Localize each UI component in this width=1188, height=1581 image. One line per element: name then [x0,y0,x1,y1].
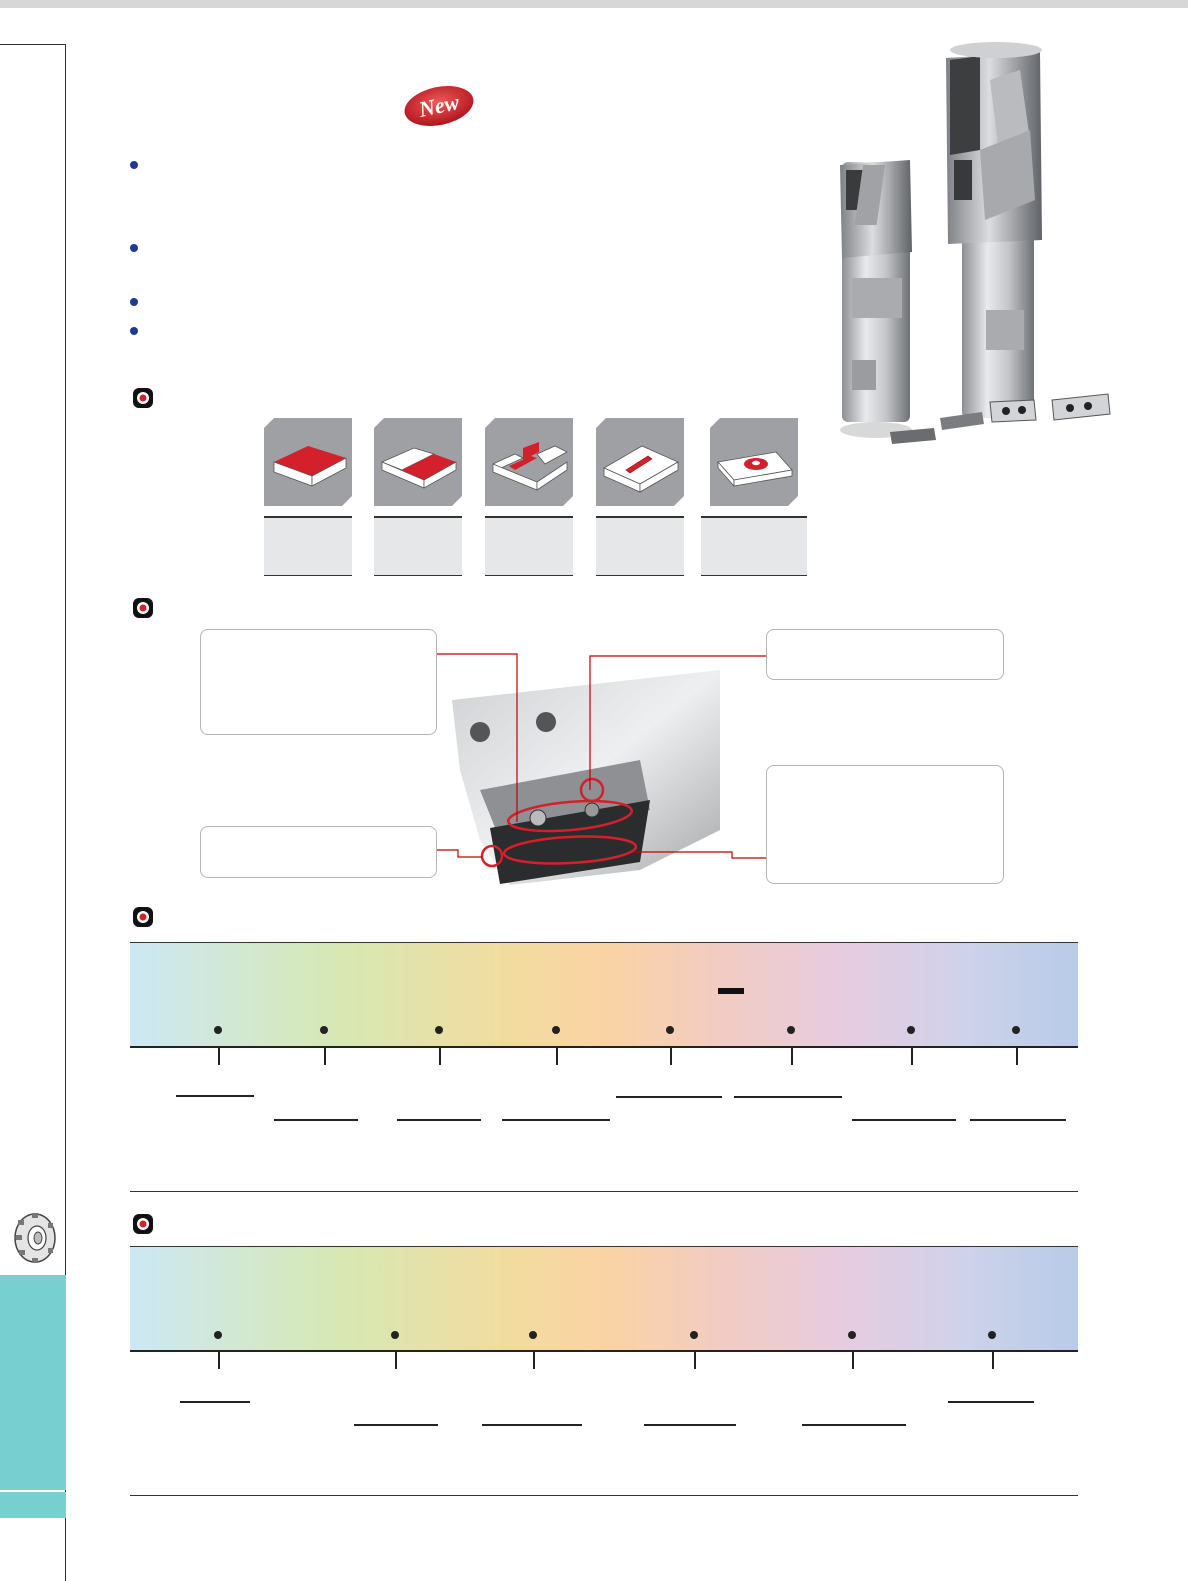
feature-callout-top-left [200,629,437,735]
application-ramp-pocket-icon [710,418,798,506]
end-mill-product-photo [830,30,1130,470]
grade-marker [214,1026,222,1034]
grade-label-underline [176,1095,254,1097]
range-dash-mark [718,988,744,994]
chipbreaker-marker [690,1331,698,1339]
feature-callout-bottom-left [200,826,437,878]
grade-label-underline [734,1096,842,1098]
side-tab-frame [0,44,66,1204]
grade-stem [1016,1048,1018,1065]
svg-text:New: New [416,89,462,122]
insert-label-cell [596,518,684,576]
new-badge-icon [402,84,476,128]
insert-label-cell [374,518,462,576]
grade-marker [1012,1026,1020,1034]
chipbreaker-stem [218,1352,220,1369]
grade-label-underline [502,1119,610,1121]
grade-label-underline [397,1119,481,1121]
grade-stem [670,1048,672,1065]
grade-stem [218,1048,220,1065]
chipbreaker-stem [694,1352,696,1369]
red-target-icon [132,1213,154,1235]
chipbreaker-marker [988,1331,996,1339]
chipbreaker-marker [214,1331,222,1339]
grade-marker [435,1026,443,1034]
grade-stem [911,1048,913,1065]
milling-cutter-thumbnail-icon [10,1208,60,1268]
red-target-icon [132,597,154,619]
insert-label-cell [264,518,352,576]
chipbreaker-marker [529,1331,537,1339]
chipbreaker-label-underline [644,1424,736,1426]
insert-pocket-closeup-photo [440,670,720,890]
grade-section-bottom-rule [130,1191,1078,1192]
chipbreaker-label-underline [180,1401,250,1403]
top-bar [0,0,1188,8]
grade-marker [907,1026,915,1034]
grade-marker [787,1026,795,1034]
application-slot-icon [485,418,573,506]
chipbreaker-marker [848,1331,856,1339]
feature-callout-top-right [766,629,1004,680]
chipbreaker-label-underline [354,1424,438,1426]
grade-marker [320,1026,328,1034]
insert-label-cell [701,518,807,576]
bullet-dot [130,327,138,335]
grade-label-underline [970,1119,1066,1121]
chipbreaker-band-baseline [130,1350,1078,1352]
grade-marker [552,1026,560,1034]
application-shoulder-face-icon [264,418,352,506]
grade-band-baseline [130,1046,1078,1048]
side-tab-strip [0,1492,66,1518]
bullet-dot [130,244,138,252]
chipbreaker-label-underline [482,1424,582,1426]
red-target-icon [132,387,154,409]
red-target-icon [132,906,154,928]
grade-stem [791,1048,793,1065]
grade-stem [439,1048,441,1065]
grade-application-band [130,943,1078,1046]
grade-label-underline [274,1119,358,1121]
grade-marker [666,1026,674,1034]
chipbreaker-stem [395,1352,397,1369]
grade-stem [556,1048,558,1065]
bullet-dot [130,298,138,306]
grade-label-underline [616,1096,722,1098]
chipbreaker-label-underline [802,1424,906,1426]
chipbreaker-application-band [130,1247,1078,1350]
grade-stem [324,1048,326,1065]
chipbreaker-stem [992,1352,994,1369]
bullet-dot [130,161,138,169]
insert-label-cell [485,518,573,576]
application-step-shoulder-icon [374,418,462,506]
application-plunge-slot-icon [596,418,684,506]
side-tab-active[interactable] [0,1275,66,1490]
chipbreaker-section-bottom-rule [130,1495,1078,1496]
chipbreaker-stem [533,1352,535,1369]
chipbreaker-stem [852,1352,854,1369]
chipbreaker-marker [391,1331,399,1339]
chipbreaker-label-underline [948,1401,1034,1403]
grade-label-underline [852,1119,956,1121]
feature-callout-bottom-right [766,765,1004,884]
